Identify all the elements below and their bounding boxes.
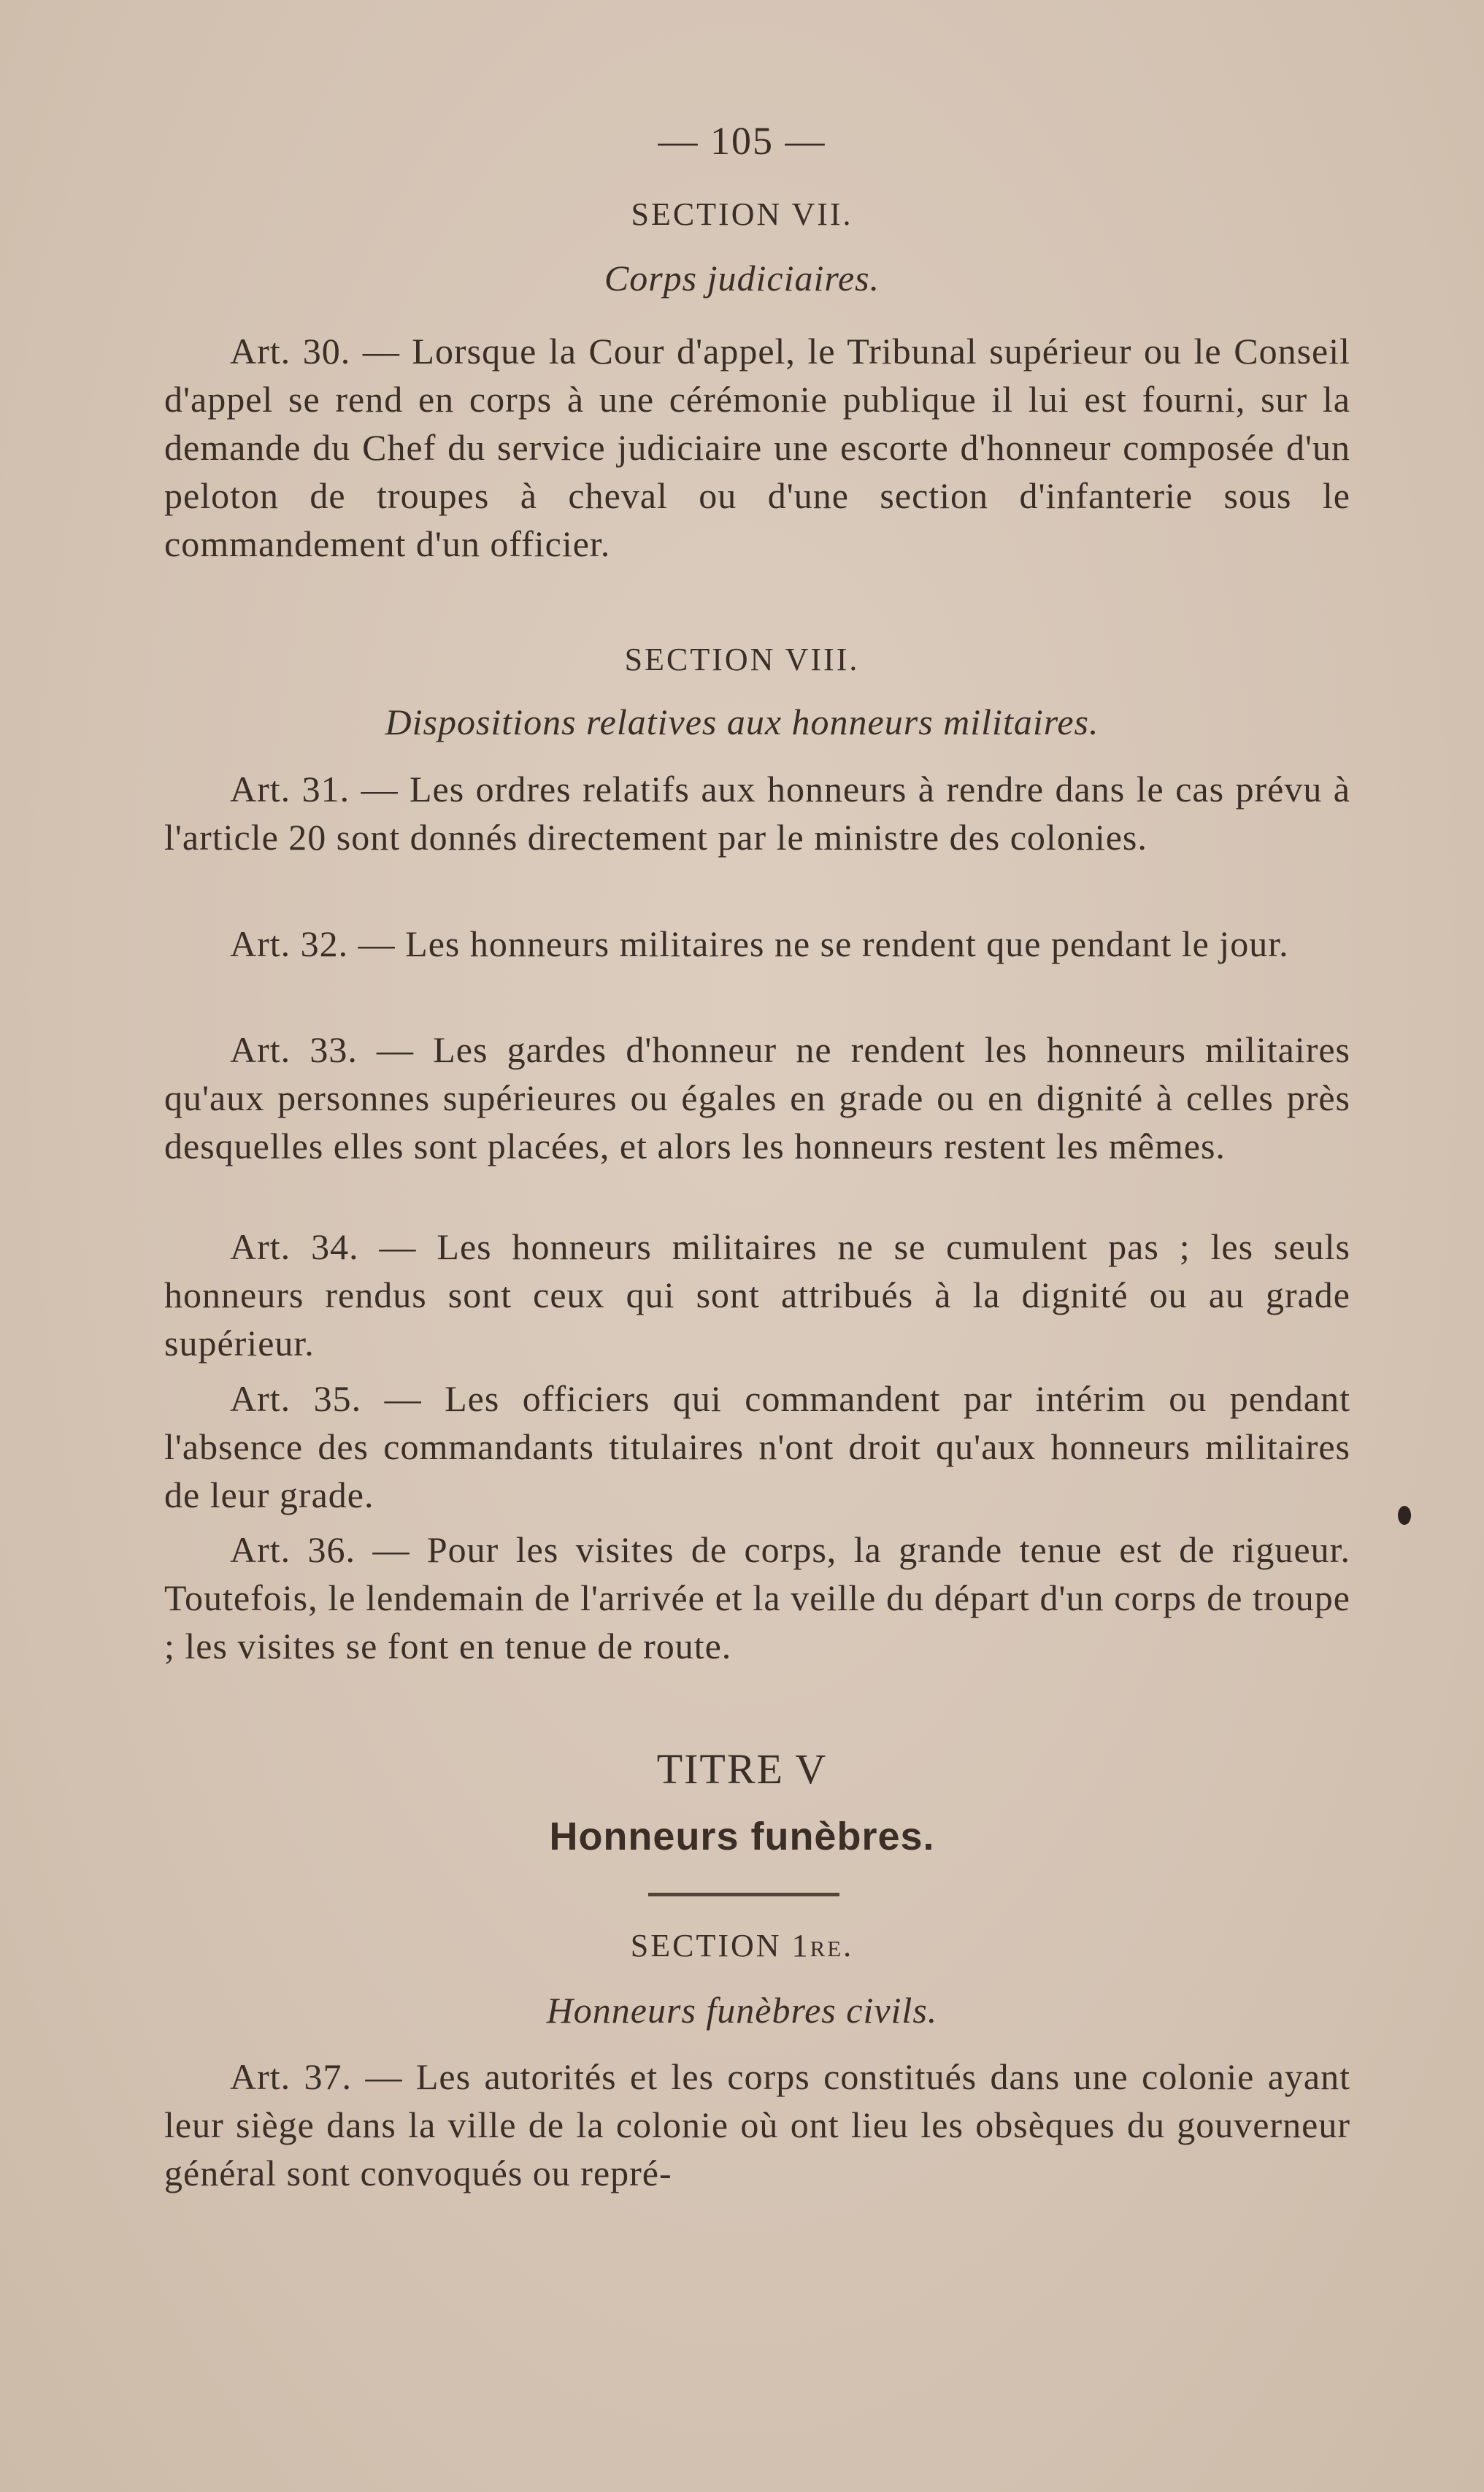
section-viii-subtitle: Dispositions relatives aux honneurs militaires. xyxy=(385,701,1099,742)
section-i-heading: SECTION 1re. xyxy=(630,1928,854,1964)
article-31: Art. 31. — Les ordres relatifs aux honneurs à rendre dans le cas prévu à l'article 20 sont donnés directement par le ministre des colonies. xyxy=(164,769,1350,858)
titre-v-heading: TITRE V xyxy=(656,1745,828,1793)
titre-v-subtitle: Honneurs funèbres. xyxy=(549,1815,935,1858)
article-37: Art. 37. — Les autorités et les corps constitués dans une colonie ayant leur siège dans la ville de la colonie où ont lieu les obsèques du gouverneur général sont convoqués ou repré- xyxy=(164,2056,1350,2193)
page-number: — 105 — xyxy=(658,119,826,163)
article-36: Art. 36. — Pour les visites de corps, la grande tenue est de rigueur. Toutefois, le lendemain de l'arrivée et la veille du départ d'un corps de troupe ; les visites se font en tenue de route. xyxy=(164,1529,1350,1666)
section-i-subtitle: Honneurs funèbres civils. xyxy=(546,1990,938,2031)
ink-speck xyxy=(1398,1506,1411,1525)
article-35: Art. 35. — Les officiers qui commandent par intérim ou pendant l'absence des commandants titulaires n'ont droit qu'aux honneurs militaires de leur grade. xyxy=(164,1378,1350,1515)
section-vii-subtitle: Corps judiciaires. xyxy=(604,258,880,299)
article-32: Art. 32. — Les honneurs militaires ne se rendent que pendant le jour. xyxy=(230,923,1289,964)
section-viii-heading: SECTION VIII. xyxy=(624,642,860,677)
article-33: Art. 33. — Les gardes d'honneur ne rendent les honneurs militaires qu'aux personnes supérieures ou égales en grade ou en dignité à celles près desquelles elles sont placées, et alors les honneurs restent les mêmes. xyxy=(164,1029,1350,1166)
article-34: Art. 34. — Les honneurs militaires ne se cumulent pas ; les seuls honneurs rendus sont ceux qui sont attribués à la dignité ou au grade supérieur. xyxy=(164,1226,1350,1364)
article-30: Art. 30. — Lorsque la Cour d'appel, le Tribunal supérieur ou le Conseil d'appel se rend en corps à une cérémonie publique il lui est fourni, sur la demande du Chef du service judiciaire une escorte d'honneur composée d'un peloton de troupes à cheval ou d'une section d'infanterie sous le commandement d'un officier. xyxy=(164,331,1350,564)
section-vii-heading: SECTION VII. xyxy=(631,196,853,232)
divider-rule xyxy=(648,1893,839,1896)
